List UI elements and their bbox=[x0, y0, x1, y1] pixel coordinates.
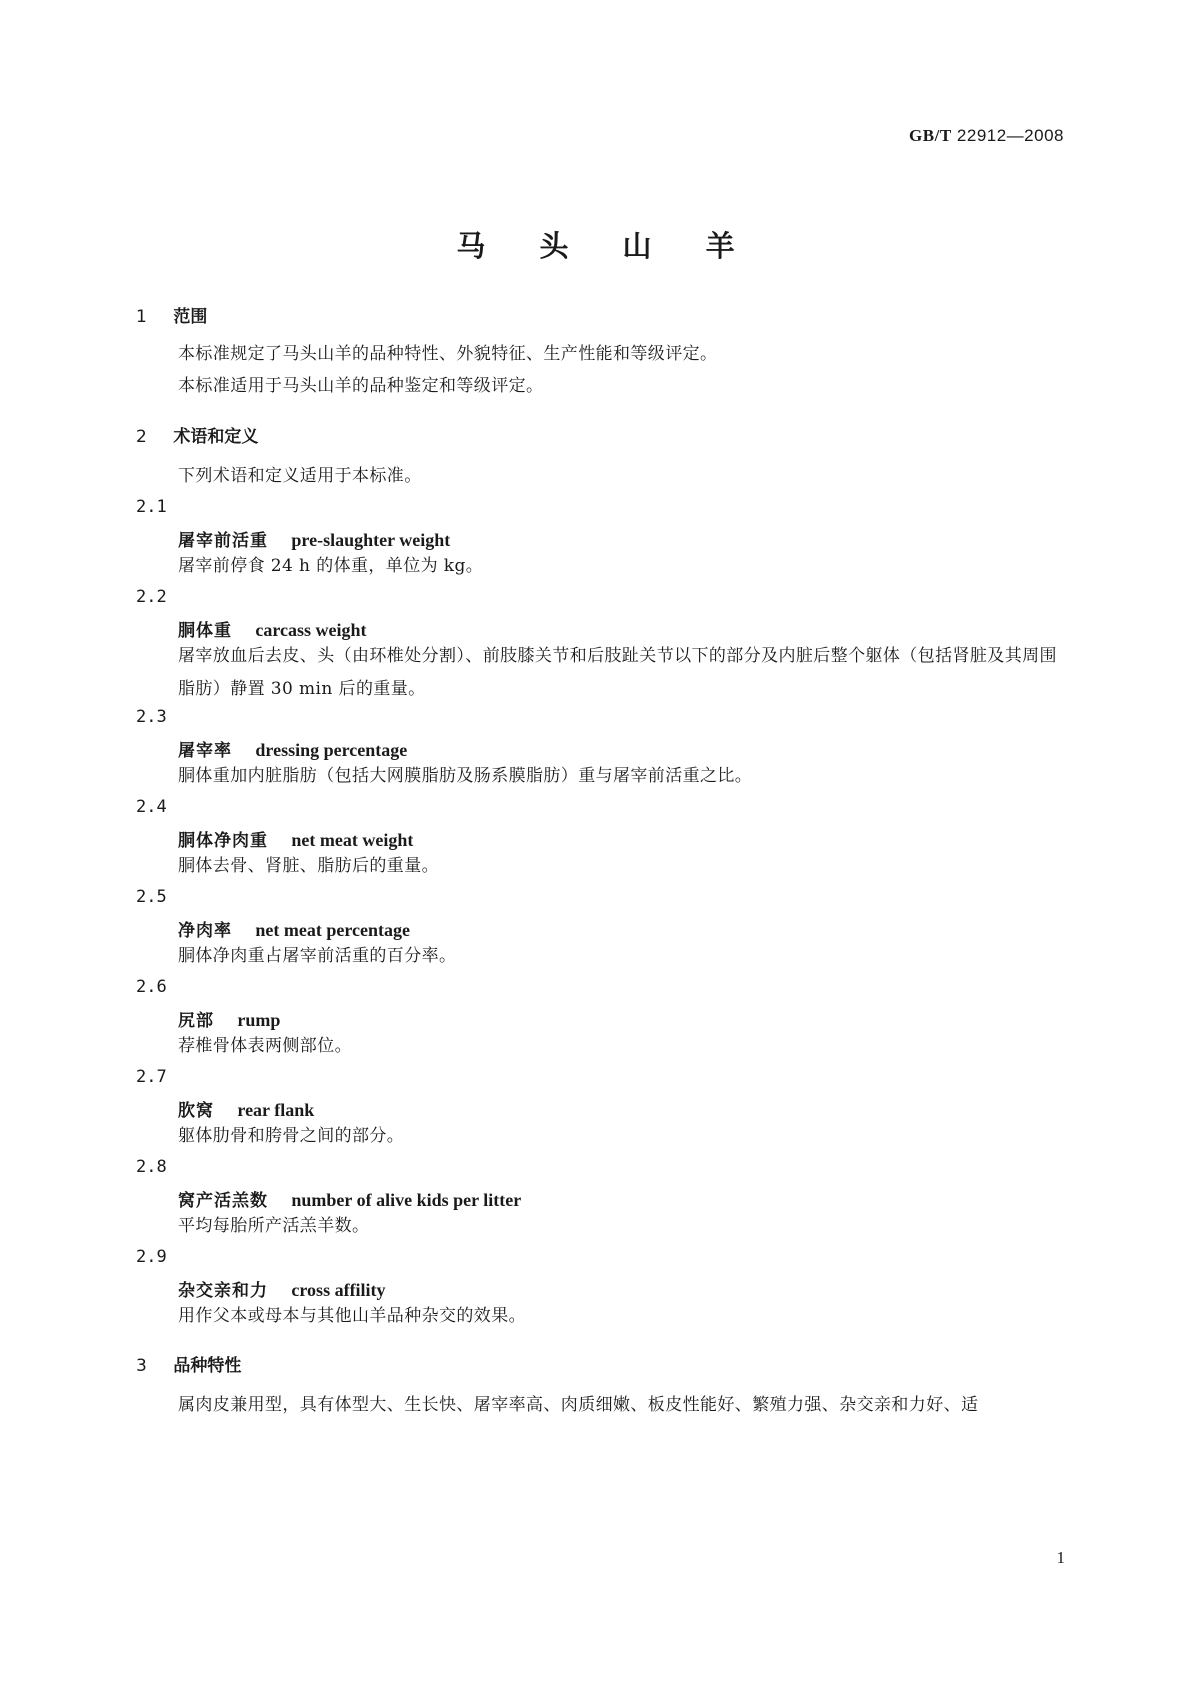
term-chinese: 胴体重 bbox=[178, 621, 232, 641]
term-number: 2.6 bbox=[136, 977, 167, 997]
term-chinese: 屠宰前活重 bbox=[178, 531, 268, 551]
term-definition: 胴体重加内脏脂肪（包括大网膜脂肪及肠系膜脂肪）重与屠宰前活重之比。 bbox=[178, 766, 753, 786]
term-heading bbox=[178, 1096, 314, 1121]
section-2-intro: 下列术语和定义适用于本标准。 bbox=[178, 466, 422, 486]
term-english: dressing percentage bbox=[255, 740, 408, 760]
term-heading bbox=[178, 736, 407, 761]
term-definition: 平均每胎所产活羔羊数。 bbox=[178, 1216, 370, 1236]
section-1-heading bbox=[136, 302, 207, 327]
term-heading bbox=[178, 1276, 386, 1301]
term-number: 2.7 bbox=[136, 1067, 167, 1087]
term-english: pre-slaughter weight bbox=[291, 530, 451, 550]
term-number: 2.9 bbox=[136, 1247, 167, 1267]
document-title: 马 头 山 羊 bbox=[456, 229, 757, 263]
term-definition: 屠宰放血后去皮、头（由环椎处分割）、前肢膝关节和后肢趾关节以下的部分及内脏后整个躯体（包括肾脏及其周围脂肪）静置 30 min 后的重量。 bbox=[178, 646, 1057, 699]
section-1-paragraph-1: 本标准规定了马头山羊的品种特性、外貌特征、生产性能和等级评定。 bbox=[178, 344, 718, 364]
term-number: 2.4 bbox=[136, 797, 167, 817]
term-chinese: 肷窝 bbox=[178, 1101, 214, 1121]
term-chinese: 杂交亲和力 bbox=[178, 1281, 268, 1301]
term-definition: 胴体去骨、肾脏、脂肪后的重量。 bbox=[178, 856, 439, 876]
section-3-paragraph-1: 属肉皮兼用型，具有体型大、生长快、屠宰率高、肉质细嫩、板皮性能好、繁殖力强、杂交亲和力好、适 bbox=[178, 1395, 979, 1415]
term-heading bbox=[178, 1006, 280, 1031]
term-number: 2.5 bbox=[136, 887, 167, 907]
section-2-heading bbox=[136, 422, 258, 447]
term-definition: 躯体肋骨和胯骨之间的部分。 bbox=[178, 1126, 405, 1146]
term-english: rump bbox=[237, 1010, 281, 1030]
term-heading bbox=[178, 826, 413, 851]
term-heading bbox=[178, 916, 410, 941]
term-heading bbox=[178, 616, 367, 641]
standard-code: 22912—2008 bbox=[956, 126, 1064, 145]
term-chinese: 胴体净肉重 bbox=[178, 831, 268, 851]
term-number: 2.1 bbox=[136, 497, 167, 517]
page-number: 1 bbox=[1056, 1548, 1065, 1567]
term-number: 2.2 bbox=[136, 587, 167, 607]
term-english: rear flank bbox=[237, 1100, 315, 1120]
term-heading bbox=[178, 1186, 521, 1211]
term-english: net meat weight bbox=[291, 830, 414, 850]
term-english: carcass weight bbox=[255, 620, 367, 640]
term-chinese: 屠宰率 bbox=[178, 741, 232, 761]
section-3-heading bbox=[136, 1351, 241, 1376]
section-title: 术语和定义 bbox=[173, 427, 259, 447]
term-english: cross affility bbox=[291, 1280, 386, 1300]
term-english: number of alive kids per litter bbox=[291, 1190, 522, 1210]
term-heading bbox=[178, 526, 450, 551]
term-english: net meat percentage bbox=[255, 920, 411, 940]
section-title: 范围 bbox=[173, 307, 208, 327]
section-title: 品种特性 bbox=[173, 1356, 242, 1376]
standard-prefix: GB/T bbox=[909, 126, 952, 145]
term-chinese: 窝产活羔数 bbox=[178, 1191, 268, 1211]
section-number: 2 bbox=[136, 427, 147, 447]
standard-number bbox=[909, 126, 1064, 146]
section-number: 3 bbox=[136, 1356, 147, 1376]
term-definition: 荐椎骨体表两侧部位。 bbox=[178, 1036, 352, 1056]
term-definition: 用作父本或母本与其他山羊品种杂交的效果。 bbox=[178, 1306, 526, 1326]
term-definition: 屠宰前停食 24 h 的体重，单位为 kg。 bbox=[178, 556, 484, 576]
term-number: 2.8 bbox=[136, 1157, 167, 1177]
term-chinese: 净肉率 bbox=[178, 921, 232, 941]
term-number: 2.3 bbox=[136, 707, 167, 727]
term-definition: 胴体净肉重占屠宰前活重的百分率。 bbox=[178, 946, 457, 966]
term-chinese: 尻部 bbox=[178, 1011, 214, 1031]
section-1-paragraph-2: 本标准适用于马头山羊的品种鉴定和等级评定。 bbox=[178, 376, 544, 396]
section-number: 1 bbox=[136, 307, 147, 327]
